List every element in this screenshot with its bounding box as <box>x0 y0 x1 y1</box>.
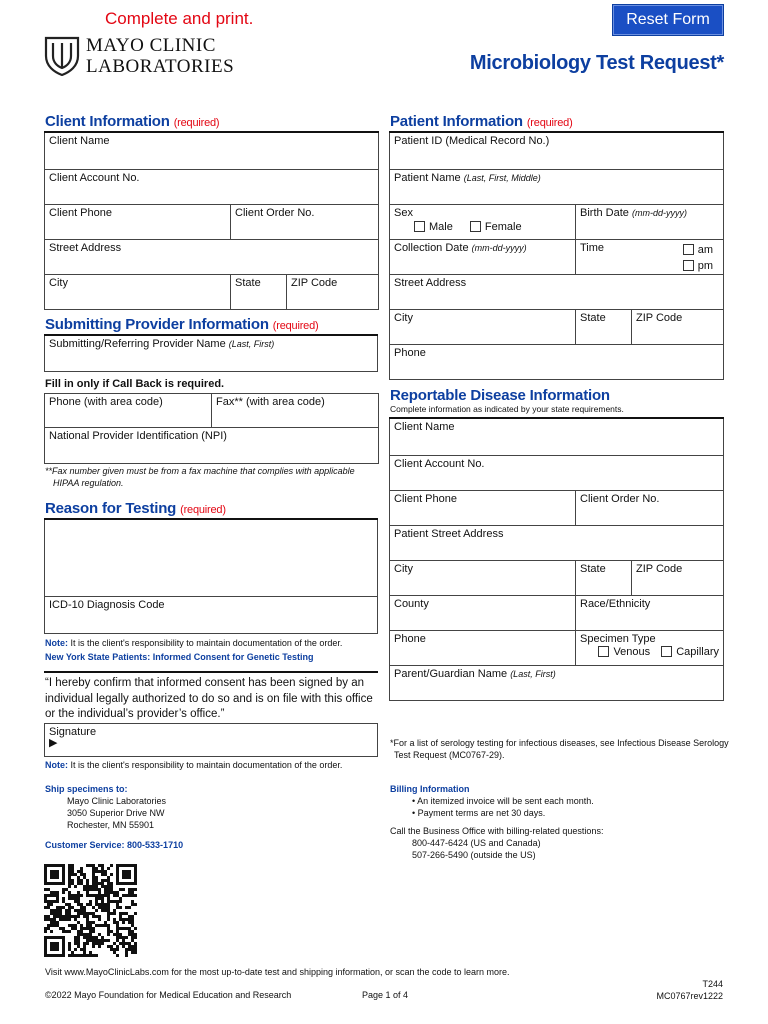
signature-arrow-icon: ▶ <box>49 737 58 749</box>
ship-line-2: 3050 Superior Drive NW <box>67 808 165 818</box>
bullet-icon: • <box>412 808 418 818</box>
fax-footnote-line-1: **Fax number given must be from a fax machine that complies with applicable <box>45 466 355 476</box>
consent-line-3: or the individual’s provider’s office.” <box>45 708 225 720</box>
client-street-field[interactable] <box>45 239 379 274</box>
logo-line-1: MAYO CLINIC <box>86 35 216 56</box>
collection-date-hint: (mm-dd-yyyy) <box>471 242 527 253</box>
male-label: Male <box>429 220 453 233</box>
client-name-label: Client Name <box>49 135 110 147</box>
rep-street-label: Patient Street Address <box>394 527 504 540</box>
bullet-icon: • <box>412 796 418 806</box>
billing-bullet-2: Payment terms are net 30 days. <box>417 808 546 818</box>
patient-id-field[interactable] <box>390 132 724 169</box>
required-tag: (required) <box>272 320 319 332</box>
client-state-label: State <box>235 276 261 289</box>
rep-phone2-label: Phone <box>394 632 426 645</box>
client-account-field[interactable] <box>45 169 379 204</box>
rep-account-label: Client Account No. <box>394 457 485 470</box>
note-text: It is the client's responsibility to maintain documentation of the order. <box>70 760 343 770</box>
reason-heading <box>45 500 226 517</box>
patient-name-label: Patient Name <box>394 171 461 184</box>
specimen-type-field <box>576 630 724 665</box>
callback-fax-field[interactable] <box>212 394 379 428</box>
consent-divider <box>44 671 378 673</box>
serology-footnote-line-1: *For a list of serology testing for infectious diseases, see Infectious Disease Serology <box>390 738 729 748</box>
icd10-field[interactable] <box>45 596 378 633</box>
female-checkbox[interactable] <box>470 221 481 232</box>
order-note <box>45 638 342 648</box>
rep-client-name-field[interactable] <box>390 418 724 455</box>
am-checkbox[interactable] <box>683 244 694 255</box>
footer-copyright: ©2022 Mayo Foundation for Medical Education and Research <box>45 990 292 1000</box>
provider-name-hint: (Last, First) <box>228 339 275 349</box>
rep-order-label: Client Order No. <box>580 492 660 505</box>
ship-line-1: Mayo Clinic Laboratories <box>67 796 167 806</box>
billing-phone-1: 800-447-6424 (US and Canada) <box>412 838 541 848</box>
ship-line-3: Rochester, MN 55901 <box>67 820 155 830</box>
client-zip-field[interactable] <box>287 274 379 309</box>
callback-fax-label: Fax** (with area code) <box>216 396 325 408</box>
icd10-label: ICD-10 Diagnosis Code <box>49 598 165 611</box>
rep-county-label: County <box>394 597 429 610</box>
time-label: Time <box>580 241 605 254</box>
birth-date-label: Birth Date <box>580 206 629 219</box>
patient-info-heading-text: Patient Information <box>390 113 523 130</box>
npi-field[interactable] <box>45 428 379 464</box>
male-checkbox[interactable] <box>414 221 425 232</box>
client-city-label: City <box>49 276 68 289</box>
rep-phone2-field[interactable] <box>390 630 576 665</box>
callback-phone-label: Phone (with area code) <box>49 396 163 408</box>
fax-footnote <box>45 465 355 489</box>
rep-street-field[interactable] <box>390 525 724 560</box>
serology-footnote-line-2: Test Request (MC0767-29). <box>394 750 505 760</box>
capillary-label: Capillary <box>676 645 720 658</box>
reportable-subtext: Complete information as indicated by your state requirements. <box>390 404 624 414</box>
form-code-1: T244 <box>702 979 723 989</box>
patient-phone-field[interactable] <box>390 344 724 379</box>
rep-order-field[interactable] <box>576 490 724 525</box>
complete-print-instruction: Complete and print. <box>105 9 254 28</box>
billing-block <box>390 783 603 861</box>
provider-heading <box>45 316 318 333</box>
collection-date-field[interactable] <box>390 239 576 274</box>
reset-form-button[interactable]: Reset Form <box>612 4 724 36</box>
form-code-2: MC0767rev1222 <box>656 991 723 1001</box>
guardian-field[interactable] <box>390 665 724 700</box>
mayo-shield-icon <box>44 34 80 76</box>
patient-zip-field[interactable] <box>632 309 724 344</box>
note-text: It is the client's responsibility to maintain documentation of the order. <box>70 638 343 648</box>
birth-date-field[interactable] <box>576 204 724 239</box>
callback-phone-field[interactable] <box>45 394 212 428</box>
client-city-field[interactable] <box>45 274 231 309</box>
patient-city-field[interactable] <box>390 309 576 344</box>
rep-race-field[interactable] <box>576 595 724 630</box>
patient-id-label: Patient ID (Medical Record No.) <box>394 135 550 147</box>
footer-visit: Visit www.MayoClinicLabs.com for the most up-to-date test and shipping information, or scan the code to learn more. <box>45 967 510 977</box>
patient-city-label: City <box>394 311 413 324</box>
qr-code-icon[interactable] <box>44 864 137 962</box>
collection-date-label: Collection Date <box>394 241 469 254</box>
rep-race-label: Race/Ethnicity <box>580 597 651 610</box>
rep-phone-label: Client Phone <box>394 492 457 505</box>
page-number: Page 1 of 4 <box>362 990 409 1000</box>
patient-info-heading <box>390 113 573 130</box>
billing-bullet-1: An itemized invoice will be sent each month. <box>417 796 594 806</box>
client-state-field[interactable] <box>231 274 287 309</box>
reason-heading-text: Reason for Testing <box>45 500 177 517</box>
client-account-label: Client Account No. <box>49 171 140 184</box>
form-codes <box>656 978 723 1002</box>
female-label: Female <box>484 220 522 233</box>
required-tag: (required) <box>173 117 220 129</box>
form-title: Microbiology Test Request* <box>469 52 724 74</box>
fax-footnote-line-2: HIPAA regulation. <box>53 478 124 488</box>
sex-field <box>390 204 576 239</box>
patient-state-label: State <box>580 311 606 324</box>
required-tag: (required) <box>526 117 573 129</box>
patient-street-field[interactable] <box>390 274 724 309</box>
rep-city-field[interactable] <box>390 560 576 595</box>
callback-note: Fill in only if Call Back is required. <box>45 378 225 390</box>
client-zip-label: ZIP Code <box>291 276 338 289</box>
ny-consent-heading: New York State Patients: Informed Consent for Genetic Testing <box>45 652 314 662</box>
note-label: Note: <box>45 638 68 648</box>
note-label: Note: <box>45 760 68 770</box>
provider-table <box>44 334 378 372</box>
patient-info-table <box>389 131 724 380</box>
client-order-label: Client Order No. <box>235 206 315 219</box>
client-street-label: Street Address <box>49 241 122 254</box>
client-name-field[interactable] <box>45 132 379 169</box>
ship-heading: Ship specimens to: <box>45 784 128 794</box>
customer-service: Customer Service: 800-533-1710 <box>45 840 184 850</box>
consent-line-1: “I hereby confirm that informed consent has been signed by an <box>45 677 364 689</box>
client-info-table <box>44 131 379 310</box>
signature-field[interactable] <box>44 723 378 757</box>
capillary-checkbox[interactable] <box>661 646 672 657</box>
mayo-logo <box>44 34 80 81</box>
time-field[interactable] <box>576 239 724 274</box>
reason-field[interactable] <box>45 519 378 596</box>
signature-label: Signature <box>49 726 97 738</box>
patient-phone-label: Phone <box>394 346 426 359</box>
rep-account-field[interactable] <box>390 455 724 490</box>
sex-label: Sex <box>394 206 413 219</box>
client-info-heading <box>45 113 219 130</box>
guardian-label: Parent/Guardian Name <box>394 667 508 680</box>
rep-city-label: City <box>394 562 413 575</box>
npi-label: National Provider Identification (NPI) <box>49 430 227 442</box>
patient-street-label: Street Address <box>394 276 467 289</box>
ship-block <box>45 783 166 831</box>
billing-call: Call the Business Office with billing-related questions: <box>390 826 604 836</box>
provider-name-field[interactable] <box>45 335 378 371</box>
order-note-2 <box>45 760 342 770</box>
billing-phone-2: 507-266-5490 (outside the US) <box>412 850 536 860</box>
logo-text <box>86 35 234 77</box>
rep-zip-field[interactable] <box>632 560 724 595</box>
rep-zip-label: ZIP Code <box>636 562 683 575</box>
billing-heading: Billing Information <box>390 784 470 794</box>
patient-name-hint: (Last, First, Middle) <box>463 172 541 183</box>
reason-table <box>44 518 378 634</box>
client-phone-field[interactable] <box>45 204 231 239</box>
birth-date-hint: (mm-dd-yyyy) <box>631 207 687 218</box>
logo-line-2: LABORATORIES <box>86 56 235 77</box>
required-tag: (required) <box>180 504 226 516</box>
consent-statement <box>45 676 373 723</box>
patient-name-field[interactable] <box>390 169 724 204</box>
serology-footnote <box>390 737 729 761</box>
rep-client-name-label: Client Name <box>394 421 455 433</box>
venous-label: Venous <box>613 645 651 658</box>
callback-table <box>44 393 379 464</box>
rep-county-field[interactable] <box>390 595 576 630</box>
patient-state-field[interactable] <box>576 309 632 344</box>
provider-heading-text: Submitting Provider Information <box>45 316 269 333</box>
rep-phone-field[interactable] <box>390 490 576 525</box>
rep-state-field[interactable] <box>576 560 632 595</box>
client-order-field[interactable] <box>231 204 379 239</box>
client-phone-label: Client Phone <box>49 206 112 219</box>
patient-zip-label: ZIP Code <box>636 311 683 324</box>
pm-checkbox[interactable] <box>683 260 694 271</box>
consent-line-2: individual legally authorized to do so and is on file with this office <box>45 692 373 705</box>
venous-checkbox[interactable] <box>598 646 609 657</box>
pm-label: pm <box>697 259 714 272</box>
am-label: am <box>697 243 714 256</box>
specimen-type-label: Specimen Type <box>580 632 656 645</box>
guardian-hint: (Last, First) <box>510 668 556 679</box>
reportable-table <box>389 417 724 701</box>
client-info-heading-text: Client Information <box>45 113 170 130</box>
reportable-heading: Reportable Disease Information <box>390 387 610 404</box>
rep-state-label: State <box>580 562 606 575</box>
provider-name-label: Submitting/Referring Provider Name <box>49 338 226 350</box>
